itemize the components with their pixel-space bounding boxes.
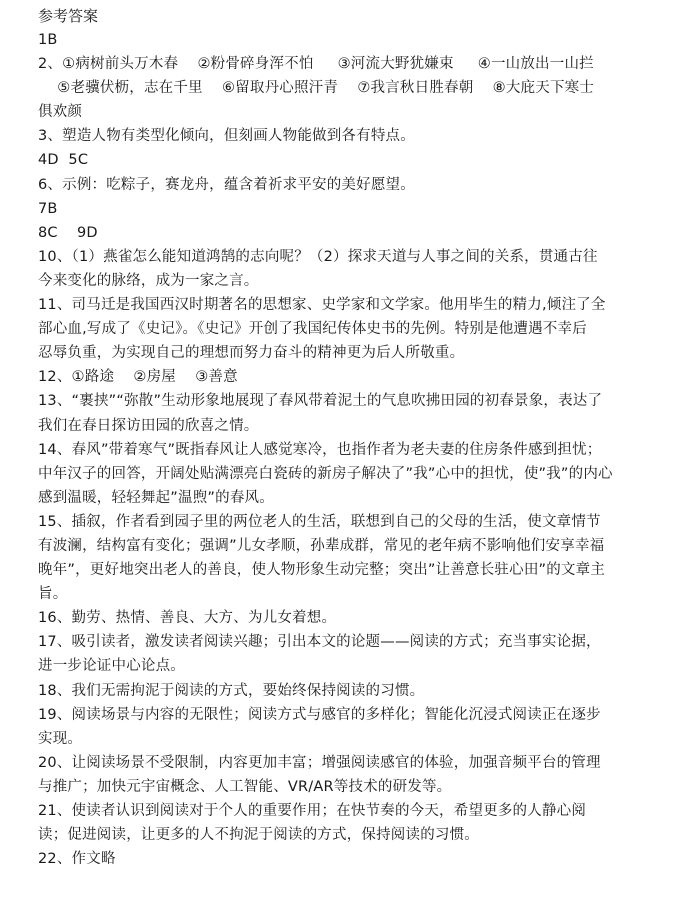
answer-line: 感到温暖，轻轻舞起”温煦”的春风。 <box>38 489 274 506</box>
answer-line: 7B <box>38 200 58 217</box>
answer-line: 8C 9D <box>38 224 98 241</box>
answer-line: 14、春风”带着寒气”既指春风让人感觉寒冷，也指作者为老夫妻的住房条件感到担忧； <box>38 441 602 458</box>
answer-line: 13、“裹挟”“弥散”生动形象地展现了春风带着泥土的气息吹拂田园的初春景象，表达了 <box>38 393 603 410</box>
answer-line: 有波澜，结构富有变化；强调”儿女孝顺，孙辈成群，常见的老年病不影响他们安享幸福 <box>38 537 605 554</box>
answer-line: 忍辱负重，为实现自己的理想而努力奋斗的精神更为后人所敬重。 <box>38 345 465 362</box>
answer-line: 中年汉子的回答，开阔处贴满漂亮白瓷砖的新房子解决了”我”心中的担忧，使”我”的内心 <box>38 465 613 482</box>
document-title: 参考答案 <box>38 7 99 25</box>
answer-line: 1B <box>38 32 58 48</box>
answer-line: 晚年”，更好地突出老人的善良，使人物形象生动完整；突出”让善意长驻心田”的文章主 <box>38 562 606 579</box>
answer-line: 15、插叙，作者看到园子里的两位老人的生活，联想到自己的父母的生活，使文章情节 <box>38 513 601 530</box>
answer-line: 今来变化的脉络，成为一家之言。 <box>38 272 259 289</box>
answer-list <box>38 28 664 871</box>
answer-line: 与推广；加快元宇宙概念、人工智能、VR/AR等技术的研发等。 <box>38 778 452 795</box>
answer-line: 19、阅读场景与内容的无限性；阅读方式与感官的多样化；智能化沉浸式阅读正在逐步 <box>38 706 601 723</box>
answer-line: 18、我们无需拘泥于阅读的方式，要始终保持阅读的习惯。 <box>38 682 425 699</box>
answer-line: 21、使读者认识到阅读对于个人的重要作用；在快节奏的今天，希望更多的人静心阅 <box>38 803 587 819</box>
answer-line: 部心血,写成了《史记》。《史记》开创了我国纪传体史书的先例。特别是他遭遇不幸后 <box>38 321 587 338</box>
answer-line: 20、让阅读场景不受限制，内容更加丰富；增强阅读感官的体验，加强音频平台的管理 <box>38 754 601 771</box>
answer-line: 11、司马迁是我国西汉时期著名的思想家、史学家和文学家。他用毕生的精力,倾注了全 <box>38 297 606 314</box>
answer-line: 2、①病树前头万木春 ②粉骨碎身浑不怕 ③河流大野犹嫌束 ④一山放出一山拦 <box>38 56 594 73</box>
answer-line: 俱欢颜 <box>38 104 83 121</box>
answer-line: 6、示例：吃粽子，赛龙舟，蕴含着祈求平安的美好愿望。 <box>38 176 415 193</box>
answer-line: 10、（1）燕雀怎么能知道鸿鹄的志向呢？（2）探求天道与人事之间的关系，贯通古往 <box>38 248 598 265</box>
answer-line: 17、吸引读者，激发读者阅读兴趣；引出本文的论题——阅读的方式；充当事实论据， <box>38 634 601 651</box>
answer-line: 我们在春日探访田园的欣喜之情。 <box>38 417 259 434</box>
answer-line: 实现。 <box>38 730 83 747</box>
answer-line: 22、作文略 <box>38 851 116 868</box>
answer-line: 旨。 <box>38 586 68 603</box>
answer-line: 3、塑造人物有类型化倾向，但刻画人物能做到各有特点。 <box>38 128 415 145</box>
answer-line: 4D 5C <box>38 152 89 169</box>
answer-line: 读；促进阅读，让更多的人不拘泥于阅读的方式，保持阅读的习惯。 <box>38 827 479 844</box>
answer-line: 16、勤劳、热情、善良、大方、为儿女着想。 <box>38 610 337 627</box>
answer-line: ⑤老骥伏枥，志在千里 ⑥留取丹心照汗青 ⑦我言秋日胜春朝 ⑧大庇天下寒士 <box>38 80 595 97</box>
answer-line: 进一步论证中心论点。 <box>38 658 185 675</box>
answer-line: 12、①路途 ②房屋 ③善意 <box>38 369 238 386</box>
